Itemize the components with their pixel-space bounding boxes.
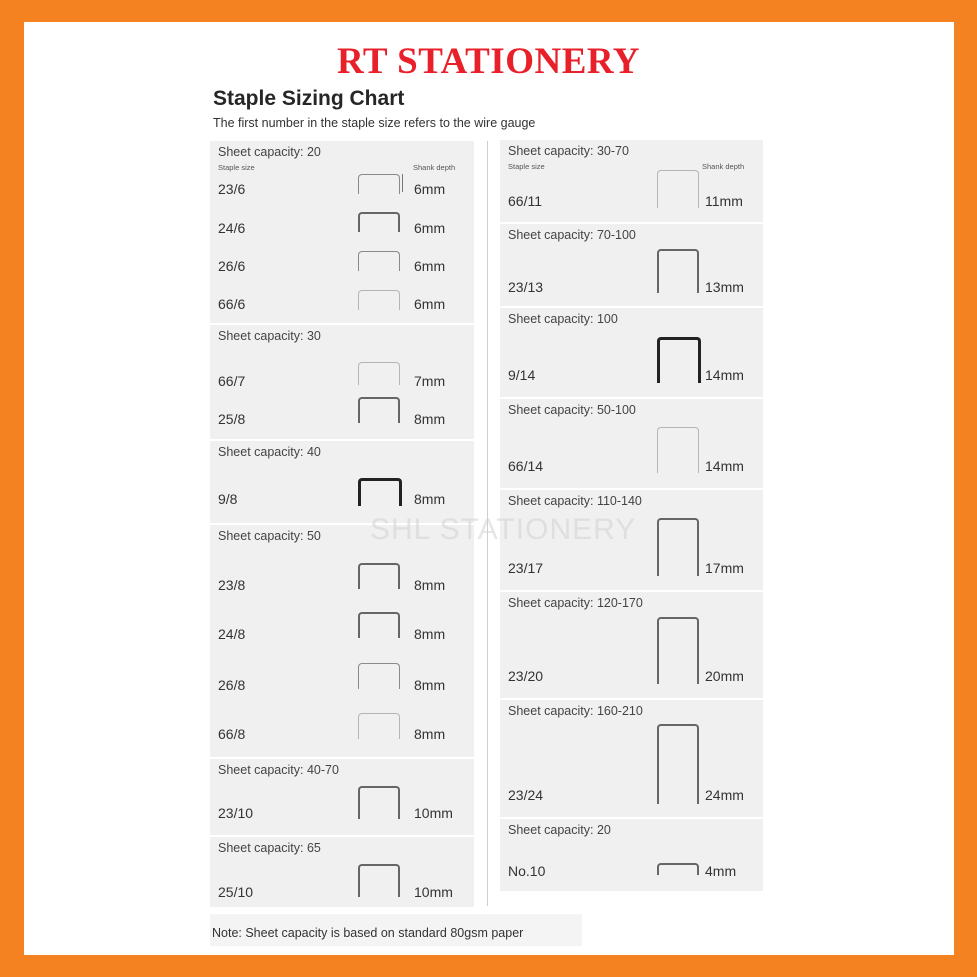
shank-depth: 4mm [705,863,737,879]
staple-icon [657,863,699,875]
staple-size: No.10 [508,863,546,879]
capacity-block [210,837,474,909]
shank-depth: 10mm [414,805,453,821]
staple-icon [358,563,400,589]
shank-depth: 8mm [414,726,446,742]
capacity-label: Sheet capacity: 65 [218,841,321,855]
shank-depth: 8mm [414,626,446,642]
staple-size: 23/10 [218,805,254,821]
gauge-mark-icon [402,174,411,192]
shank-depth-header: Shank depth [702,162,745,171]
staple-size-header: Staple size [508,162,545,171]
shank-depth: 7mm [414,373,446,389]
staple-size: 66/11 [508,193,542,209]
staple-size: 23/17 [508,560,544,576]
staple-size: 23/6 [218,181,246,197]
shank-depth: 6mm [414,181,446,197]
capacity-label: Sheet capacity: 40 [218,445,321,459]
capacity-label: Sheet capacity: 70-100 [508,228,636,242]
shank-depth: 14mm [705,367,744,383]
staple-size: 66/7 [218,373,246,389]
staple-size: 25/8 [218,411,246,427]
capacity-label: Sheet capacity: 40-70 [218,763,339,777]
staple-size: 66/6 [218,296,246,312]
staple-icon [358,397,400,423]
capacity-block [500,224,763,308]
staple-icon [657,249,699,293]
shank-depth: 6mm [414,220,446,236]
capacity-label: Sheet capacity: 120-170 [508,596,643,610]
shank-depth: 17mm [705,560,744,576]
chart-subtitle: The first number in the staple size refers to the wire gauge [213,116,536,130]
staple-size: 24/8 [218,626,246,642]
staple-icon [657,427,699,473]
staple-size: 25/10 [218,884,254,900]
staple-icon [358,713,400,739]
capacity-label: Sheet capacity: 100 [508,312,618,326]
capacity-block [500,700,763,819]
capacity-label: Sheet capacity: 160-210 [508,704,643,718]
staple-icon [358,786,400,819]
capacity-label: Sheet capacity: 20 [218,145,321,159]
staple-icon [657,337,701,383]
capacity-block [210,141,474,325]
shank-depth: 8mm [414,491,446,507]
shank-depth: 14mm [705,458,744,474]
staple-size-header: Staple size [218,163,255,172]
shank-depth: 8mm [414,411,446,427]
shank-depth: 6mm [414,296,446,312]
shank-depth: 6mm [414,258,446,274]
staple-size: 66/8 [218,726,246,742]
capacity-block [210,759,474,837]
capacity-block [210,325,474,441]
staple-icon [657,617,699,684]
staple-size: 66/14 [508,458,544,474]
watermark: SHL STATIONERY [370,513,637,546]
shank-depth: 8mm [414,577,446,593]
staple-size: 23/20 [508,668,544,684]
staple-icon [358,290,400,310]
staple-size: 23/13 [508,279,544,295]
capacity-label: Sheet capacity: 110-140 [508,494,642,508]
staple-icon [358,212,400,232]
staple-size: 9/14 [508,367,536,383]
shank-depth: 13mm [705,279,744,295]
capacity-block [500,140,763,224]
store-title: RT STATIONERY [336,41,641,82]
shank-depth-header: Shank depth [413,163,456,172]
staple-size: 26/6 [218,258,246,274]
shank-depth: 8mm [414,677,446,693]
staple-icon [358,362,400,385]
capacity-block [500,308,763,399]
staple-size: 9/8 [218,491,238,507]
capacity-label: Sheet capacity: 30 [218,329,321,343]
shank-depth: 20mm [705,668,744,684]
staple-icon [358,174,400,194]
staple-icon [358,663,400,689]
staple-icon [657,170,699,208]
capacity-label: Sheet capacity: 30-70 [508,144,629,158]
chart-sheet [24,22,954,955]
staple-icon [358,251,400,271]
shank-depth: 11mm [705,193,743,209]
capacity-block [500,592,763,700]
shank-depth: 24mm [705,787,744,803]
shank-depth: 10mm [414,884,453,900]
staple-icon [657,724,699,804]
capacity-block [500,819,763,893]
staple-icon [358,864,400,897]
staple-size: 26/8 [218,677,246,693]
capacity-block [210,525,474,759]
staple-icon [358,478,402,506]
capacity-label: Sheet capacity: 50-100 [508,403,636,417]
staple-icon [657,518,699,576]
staple-size: 24/6 [218,220,246,236]
staple-size: 23/24 [508,787,544,803]
capacity-label: Sheet capacity: 20 [508,823,611,837]
capacity-label: Sheet capacity: 50 [218,529,321,543]
capacity-block [500,399,763,490]
footnote: Note: Sheet capacity is based on standard 80gsm paper [210,914,582,946]
staple-icon [358,612,400,638]
chart-title: Staple Sizing Chart [213,87,405,110]
staple-size: 23/8 [218,577,246,593]
